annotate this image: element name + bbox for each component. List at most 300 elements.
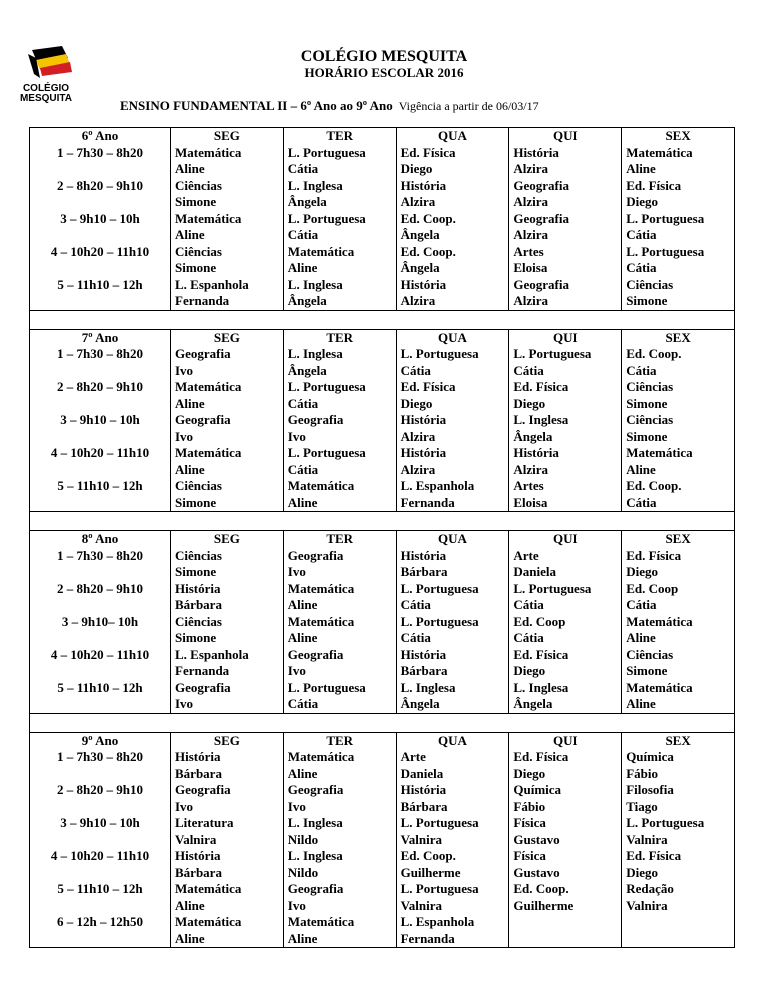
subject: L. Portuguesa <box>287 445 366 460</box>
class-slot <box>288 379 392 412</box>
teacher: Aline <box>626 630 656 645</box>
subject: Geografia <box>287 646 344 662</box>
teacher: Aline <box>175 461 205 477</box>
subject: Ed. Física <box>626 547 682 563</box>
teacher: Fernanda <box>175 293 230 308</box>
class-slot <box>288 881 392 914</box>
period-time: 2 – 8h20 – 9h10 <box>57 782 143 797</box>
period-time: 4 – 10h20 – 11h10 <box>50 646 150 662</box>
class-slot <box>401 211 505 244</box>
class-slot <box>401 178 505 211</box>
subject: Matemática <box>175 210 242 226</box>
class-slot <box>626 244 730 277</box>
class-slot <box>401 412 505 445</box>
day-header: QUA <box>438 128 467 143</box>
grade-name: 8º Ano <box>81 531 119 546</box>
day-column-seg <box>171 531 284 714</box>
class-slot <box>288 445 392 478</box>
class-slot <box>288 346 392 379</box>
class-slot <box>401 815 505 848</box>
day-header: SEG <box>213 128 240 143</box>
class-slot <box>175 848 279 881</box>
teacher: Aline <box>175 161 205 176</box>
class-slot <box>401 749 505 782</box>
class-slot <box>175 211 279 244</box>
subject: Ed. Coop <box>626 580 679 596</box>
class-slot <box>513 581 617 614</box>
day-header: SEG <box>213 329 240 345</box>
teacher: Cátia <box>287 161 319 176</box>
class-slot <box>626 614 730 647</box>
period-time: 3 – 9h10 – 10h <box>60 210 140 226</box>
period-time: 5 – 11h10 – 12h <box>57 276 143 292</box>
class-slot <box>513 782 617 815</box>
class-slot <box>626 647 730 680</box>
class-slot <box>401 548 505 581</box>
teacher: Aline <box>175 930 205 946</box>
subject: Geografia <box>513 177 569 193</box>
subject: Matemática <box>287 580 355 596</box>
day-column-sex <box>622 128 735 311</box>
subject: Matemática <box>175 144 242 160</box>
class-slot <box>401 379 505 412</box>
class-slot <box>175 680 279 713</box>
subject: L. Inglesa <box>400 679 456 695</box>
day-column-seg <box>171 732 284 948</box>
period-time: 1 – 7h30 – 8h20 <box>57 547 143 563</box>
class-slot <box>175 881 279 914</box>
teacher: Simone <box>175 564 217 579</box>
subject: Literatura <box>175 815 234 830</box>
teacher: Diego <box>626 194 658 209</box>
teacher: Diego <box>626 564 658 579</box>
teacher: Ângela <box>287 362 327 378</box>
subject: Matemática <box>287 613 355 629</box>
teacher: Alzira <box>513 227 549 242</box>
subject: L. Portuguesa <box>400 580 479 596</box>
class-slot <box>175 178 279 211</box>
subject: L. Espanhola <box>400 478 475 493</box>
day-header: SEX <box>665 531 691 546</box>
class-slot <box>175 346 279 379</box>
class-slot <box>288 815 392 848</box>
teacher: Fábio <box>513 798 546 814</box>
teacher: Cátia <box>513 630 544 645</box>
class-slot <box>175 244 279 277</box>
subject: Ed. Coop. <box>626 478 682 493</box>
level-title: ENSINO FUNDAMENTAL II – 6º Ano ao 9º Ano <box>120 98 393 113</box>
period-time: 4 – 10h20 – 11h10 <box>50 848 150 863</box>
teacher: Tiago <box>626 798 658 814</box>
subject: Matemática <box>175 881 242 896</box>
class-slot <box>513 478 617 511</box>
subject: Arte <box>513 547 539 563</box>
teacher: Ivo <box>287 663 306 678</box>
teacher: Ivo <box>287 428 306 444</box>
subject: L. Espanhola <box>400 914 475 929</box>
subject: L. Portuguesa <box>626 815 705 830</box>
teacher: Bárbara <box>175 597 222 612</box>
day-header: QUI <box>553 531 578 546</box>
subject: L. Inglesa <box>287 848 343 863</box>
period-time: 1 – 7h30 – 8h20 <box>57 749 143 764</box>
teacher: Aline <box>287 597 318 612</box>
day-header: QUI <box>553 732 578 748</box>
teacher: Simone <box>626 395 668 411</box>
subject: L. Portuguesa <box>400 815 479 830</box>
teacher: Bárbara <box>400 564 448 579</box>
subject: Ed. Coop. <box>400 210 456 226</box>
teacher: Simone <box>626 663 668 678</box>
teacher: Aline <box>626 461 656 477</box>
class-slot <box>626 346 730 379</box>
period-time: 1 – 7h30 – 8h20 <box>57 144 143 160</box>
class-slot <box>175 145 279 178</box>
class-slot <box>175 277 279 310</box>
class-slot <box>288 647 392 680</box>
class-slot <box>513 680 617 713</box>
time-column <box>30 329 171 512</box>
class-slot <box>175 412 279 445</box>
class-slot <box>401 881 505 914</box>
section-separator <box>30 713 735 732</box>
teacher: Diego <box>626 864 658 880</box>
teacher: Aline <box>175 395 205 411</box>
day-header: SEX <box>665 329 691 345</box>
grade-block <box>30 531 735 714</box>
teacher: Ivo <box>287 564 306 579</box>
teacher: Aline <box>287 494 318 510</box>
class-slot <box>513 848 617 881</box>
subject: Geografia <box>513 276 569 292</box>
subject: L. Inglesa <box>513 412 569 427</box>
teacher: Cátia <box>626 494 657 510</box>
subject: Artes <box>513 478 544 493</box>
subject: Ed. Física <box>626 177 682 193</box>
day-column-qui <box>509 732 622 948</box>
day-column-sex <box>622 329 735 512</box>
teacher: Aline <box>287 630 318 645</box>
subject: Ed. Coop <box>513 613 566 629</box>
day-header: SEX <box>665 128 691 143</box>
teacher: Aline <box>287 930 318 946</box>
day-column-ter <box>283 732 396 948</box>
teacher: Ivo <box>287 897 306 913</box>
teacher: Alzira <box>513 461 549 477</box>
teacher: Bárbara <box>400 798 448 814</box>
logo-text: COLÉGIO MESQUITA <box>19 83 73 104</box>
subject: Ed. Coop. <box>513 881 569 896</box>
teacher: Alzira <box>513 194 549 209</box>
teacher: Eloisa <box>513 494 548 510</box>
class-slot <box>288 680 392 713</box>
class-slot <box>626 548 730 581</box>
teacher: Guilherme <box>513 897 574 913</box>
class-slot <box>401 244 505 277</box>
class-slot <box>288 848 392 881</box>
subject: Matemática <box>626 144 693 160</box>
class-slot <box>513 211 617 244</box>
class-slot <box>288 145 392 178</box>
time-column <box>30 128 171 311</box>
teacher: Cátia <box>287 395 319 411</box>
teacher: Ângela <box>513 428 553 444</box>
teacher: Eloisa <box>513 260 548 275</box>
day-header: TER <box>326 128 354 143</box>
teacher: Valnira <box>400 897 443 913</box>
level-line <box>120 98 539 114</box>
class-slot <box>626 581 730 614</box>
period-time: 4 – 10h20 – 11h10 <box>50 445 150 460</box>
class-slot <box>513 815 617 848</box>
teacher: Diego <box>400 395 433 411</box>
period-time: 1 – 7h30 – 8h20 <box>57 346 143 361</box>
teacher: Alzira <box>400 293 436 308</box>
separator-cell <box>30 310 735 329</box>
class-slot <box>175 379 279 412</box>
subject: História <box>400 445 447 460</box>
class-slot <box>288 614 392 647</box>
class-slot <box>626 379 730 412</box>
subject: História <box>400 177 447 193</box>
subject: Ed. Coop. <box>626 346 682 361</box>
teacher: Bárbara <box>175 765 222 781</box>
day-header: SEG <box>213 732 240 748</box>
class-slot <box>626 881 730 914</box>
subject: L. Portuguesa <box>513 580 592 596</box>
subject: L. Portuguesa <box>287 379 366 394</box>
teacher: Ângela <box>513 696 553 711</box>
teacher: Diego <box>513 765 546 781</box>
teacher: Ivo <box>175 428 194 444</box>
class-slot <box>288 749 392 782</box>
grade-block <box>30 732 735 948</box>
teacher: Ivo <box>175 798 194 814</box>
day-column-qua <box>396 732 509 948</box>
class-slot <box>288 412 392 445</box>
subject: Geografia <box>287 881 344 896</box>
teacher: Nildo <box>287 864 319 880</box>
class-slot <box>626 145 730 178</box>
class-slot <box>175 647 279 680</box>
subject: Ciências <box>626 276 674 292</box>
class-slot <box>401 914 505 947</box>
teacher: Simone <box>626 293 668 308</box>
class-slot <box>288 782 392 815</box>
class-slot <box>513 412 617 445</box>
subject: L. Portuguesa <box>400 613 479 629</box>
day-header: QUA <box>438 531 467 546</box>
class-slot <box>626 178 730 211</box>
day-column-sex <box>622 732 735 948</box>
class-slot <box>175 914 279 947</box>
subject: L. Portuguesa <box>287 679 366 695</box>
subject: História <box>400 646 447 662</box>
class-slot <box>175 815 279 848</box>
separator-cell <box>30 713 735 732</box>
teacher: Simone <box>626 428 668 444</box>
teacher: Ivo <box>287 798 306 814</box>
period-time: 3 – 9h10 – 10h <box>60 412 140 427</box>
grade-block <box>30 329 735 512</box>
day-column-qua <box>396 531 509 714</box>
teacher: Cátia <box>400 597 431 612</box>
class-slot <box>513 548 617 581</box>
teacher: Ângela <box>287 293 327 308</box>
class-slot <box>175 614 279 647</box>
teacher: Guilherme <box>400 864 461 880</box>
class-slot <box>288 548 392 581</box>
section-separator <box>30 512 735 531</box>
period-time: 5 – 11h10 – 12h <box>57 679 143 695</box>
class-slot <box>626 680 730 713</box>
class-slot <box>626 445 730 478</box>
day-column-ter <box>283 531 396 714</box>
subject: L. Portuguesa <box>626 243 705 259</box>
teacher: Fernanda <box>400 930 455 946</box>
subject: Ed. Física <box>400 144 456 160</box>
period-time: 2 – 8h20 – 9h10 <box>57 580 143 596</box>
class-slot <box>513 277 617 310</box>
class-slot <box>288 178 392 211</box>
subject: Geografia <box>175 679 231 695</box>
teacher: Fábio <box>626 765 658 781</box>
subject: História <box>400 412 447 427</box>
day-column-qui <box>509 531 622 714</box>
teacher: Daniela <box>513 564 557 579</box>
teacher: Ivo <box>175 696 194 711</box>
teacher: Diego <box>513 395 546 411</box>
teacher: Valnira <box>626 897 668 913</box>
subject: História <box>175 580 221 596</box>
teacher: Valnira <box>175 831 217 847</box>
class-slot <box>175 548 279 581</box>
class-slot <box>401 680 505 713</box>
class-slot <box>513 346 617 379</box>
subject: L. Inglesa <box>513 679 569 695</box>
subject: Ciências <box>175 243 222 259</box>
teacher: Aline <box>175 897 205 913</box>
class-slot <box>626 815 730 848</box>
day-header: SEX <box>665 732 691 748</box>
day-header: TER <box>326 732 354 748</box>
teacher: Aline <box>287 765 318 781</box>
class-slot <box>175 749 279 782</box>
class-slot <box>401 647 505 680</box>
class-slot <box>513 614 617 647</box>
class-slot <box>626 211 730 244</box>
teacher: Fernanda <box>175 663 230 678</box>
subject: Ciências <box>175 613 222 629</box>
subject: Matemática <box>175 379 242 394</box>
subject: L. Espanhola <box>175 276 249 292</box>
teacher: Ângela <box>400 227 440 242</box>
day-column-sex <box>622 531 735 714</box>
subject: Geografia <box>287 782 344 797</box>
subject: Ciências <box>175 478 222 493</box>
subject: História <box>400 547 447 563</box>
day-column-qui <box>509 128 622 311</box>
teacher: Daniela <box>400 765 444 781</box>
section-separator <box>30 310 735 329</box>
day-header: QUA <box>438 732 467 748</box>
schedule-subtitle: HORÁRIO ESCOLAR 2016 <box>304 65 464 80</box>
teacher: Simone <box>175 630 217 645</box>
class-slot <box>401 346 505 379</box>
subject: História <box>400 276 447 292</box>
class-slot <box>175 478 279 511</box>
subject: História <box>175 848 221 863</box>
validity-note: Vigência a partir de 06/03/17 <box>398 99 539 113</box>
class-slot <box>288 244 392 277</box>
class-slot <box>513 178 617 211</box>
day-column-qui <box>509 329 622 512</box>
teacher: Diego <box>513 663 546 678</box>
class-slot <box>513 647 617 680</box>
class-slot <box>288 914 392 947</box>
teacher: Simone <box>175 494 217 510</box>
class-slot <box>513 145 617 178</box>
separator-cell <box>30 512 735 531</box>
subject: Matemática <box>175 914 242 929</box>
teacher: Cátia <box>400 362 431 378</box>
class-slot <box>626 478 730 511</box>
teacher: Simone <box>175 194 217 209</box>
teacher: Simone <box>175 260 217 275</box>
subject: Matemática <box>626 613 693 629</box>
teacher: Alzira <box>400 461 436 477</box>
teacher: Alzira <box>513 161 549 176</box>
subject: Filosofia <box>626 782 674 797</box>
subject: L. Portuguesa <box>626 210 705 226</box>
subject: L. Portuguesa <box>400 881 479 896</box>
teacher: Cátia <box>287 696 319 711</box>
class-slot <box>513 445 617 478</box>
subject: Matemática <box>175 445 242 460</box>
period-time: 6 – 12h – 12h50 <box>57 914 143 929</box>
subject: Ciências <box>626 412 674 427</box>
teacher: Ângela <box>400 696 440 711</box>
teacher: Aline <box>626 161 656 176</box>
teacher: Cátia <box>287 227 319 242</box>
class-slot <box>401 782 505 815</box>
subject: Ciências <box>175 177 222 193</box>
subject: História <box>513 445 559 460</box>
day-header: TER <box>326 329 354 345</box>
class-slot <box>288 478 392 511</box>
subject: Ed. Física <box>513 646 569 662</box>
teacher: Cátia <box>287 461 319 477</box>
teacher: Cátia <box>400 630 431 645</box>
subject: Ciências <box>175 547 222 563</box>
period-time: 2 – 8h20 – 9h10 <box>57 177 143 193</box>
day-header: TER <box>326 531 354 546</box>
teacher: Aline <box>626 696 656 711</box>
day-column-qua <box>396 128 509 311</box>
subject: L. Portuguesa <box>287 144 366 160</box>
day-header: QUI <box>553 128 578 143</box>
teacher: Fernanda <box>400 494 455 510</box>
teacher: Gustavo <box>513 831 560 847</box>
subject: Matemática <box>287 478 355 493</box>
class-slot <box>401 848 505 881</box>
teacher: Ângela <box>400 260 440 275</box>
subject: Química <box>626 749 674 764</box>
teacher: Gustavo <box>513 864 560 880</box>
teacher: Aline <box>287 260 318 275</box>
class-slot <box>288 211 392 244</box>
class-slot <box>175 782 279 815</box>
